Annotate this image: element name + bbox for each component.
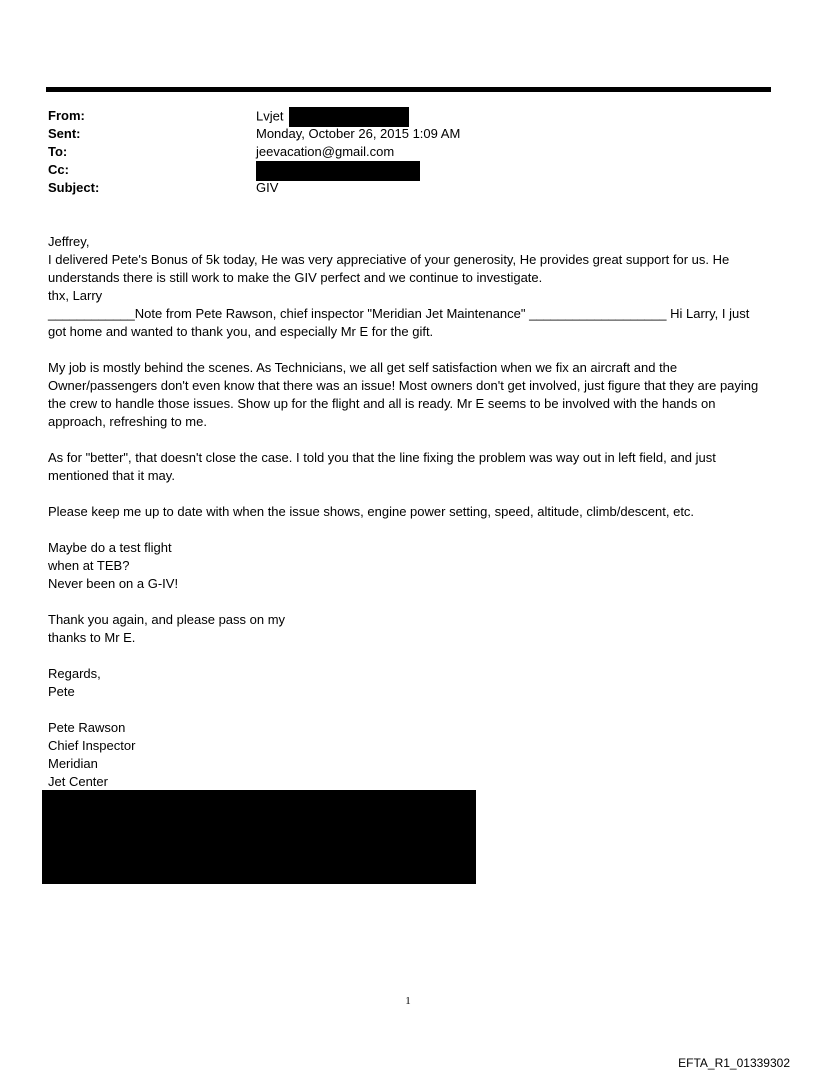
update-paragraph: Please keep me up to date with when the issue shows, engine power setting, speed, altitude, climb/descent, etc.	[48, 504, 695, 519]
technicians-paragraph: My job is mostly behind the scenes. As Technicians, we all get self satisfaction when we fix an aircraft and the Owner/passengers don't even know that there was an issue! Most owners don't get involved, just figure that they are paying the crew to handle those issues. Show up for the flight and all is ready. Mr E seems to be involved with the hands on approach, refreshing to me.	[48, 360, 759, 429]
document-id: EFTA_R1_01339302	[678, 1056, 790, 1070]
regards-name: Pete	[48, 684, 75, 699]
test-flight-line-1: Maybe do a test flight	[48, 540, 172, 555]
cc-value	[256, 161, 420, 181]
signature-company-2: Jet Center	[48, 774, 108, 789]
forwarded-note-line: ____________Note from Pete Rawson, chief inspector "Meridian Jet Maintenance" ___________________ Hi Larry, I just got home and wanted to thank you, and especially Mr E for the gift.	[48, 306, 750, 339]
test-flight-line-2: when at TEB?	[48, 558, 130, 573]
signature-name: Pete Rawson	[48, 720, 126, 735]
signature-company-1: Meridian	[48, 756, 98, 771]
from-label: From:	[48, 108, 85, 123]
from-name: Lvjet	[256, 108, 284, 124]
thanks-line-1: Thank you again, and please pass on my	[48, 612, 286, 627]
signature-title: Chief Inspector	[48, 738, 136, 753]
thanks-line-2: thanks to Mr E.	[48, 630, 136, 645]
email-body	[48, 233, 770, 791]
larry-signoff: thx, Larry	[48, 288, 103, 303]
cc-redaction	[256, 161, 420, 181]
to-value: jeevacation@gmail.com	[256, 144, 395, 159]
sent-label: Sent:	[48, 126, 81, 141]
page-number: 1	[405, 995, 411, 1007]
better-paragraph: As for "better", that doesn't close the case. I told you that the line fixing the problem was way out in left field, and just mentioned that it may.	[48, 450, 716, 483]
signature-redaction	[42, 790, 476, 884]
from-value	[256, 107, 409, 127]
delivery-paragraph: I delivered Pete's Bonus of 5k today, He was very appreciative of your generosity, He provides great support for us. He understands there is still work to make the GIV perfect and we continue to investigate.	[48, 252, 730, 285]
greeting: Jeffrey,	[48, 234, 90, 249]
sent-value: Monday, October 26, 2015 1:09 AM	[256, 126, 461, 141]
subject-value: GIV	[256, 180, 279, 195]
subject-label: Subject:	[48, 180, 100, 195]
regards-line: Regards,	[48, 666, 101, 681]
test-flight-line-3: Never been on a G-IV!	[48, 576, 179, 591]
to-label: To:	[48, 144, 68, 159]
header-rule	[46, 87, 771, 92]
from-redaction	[289, 107, 409, 127]
cc-label: Cc:	[48, 162, 69, 177]
